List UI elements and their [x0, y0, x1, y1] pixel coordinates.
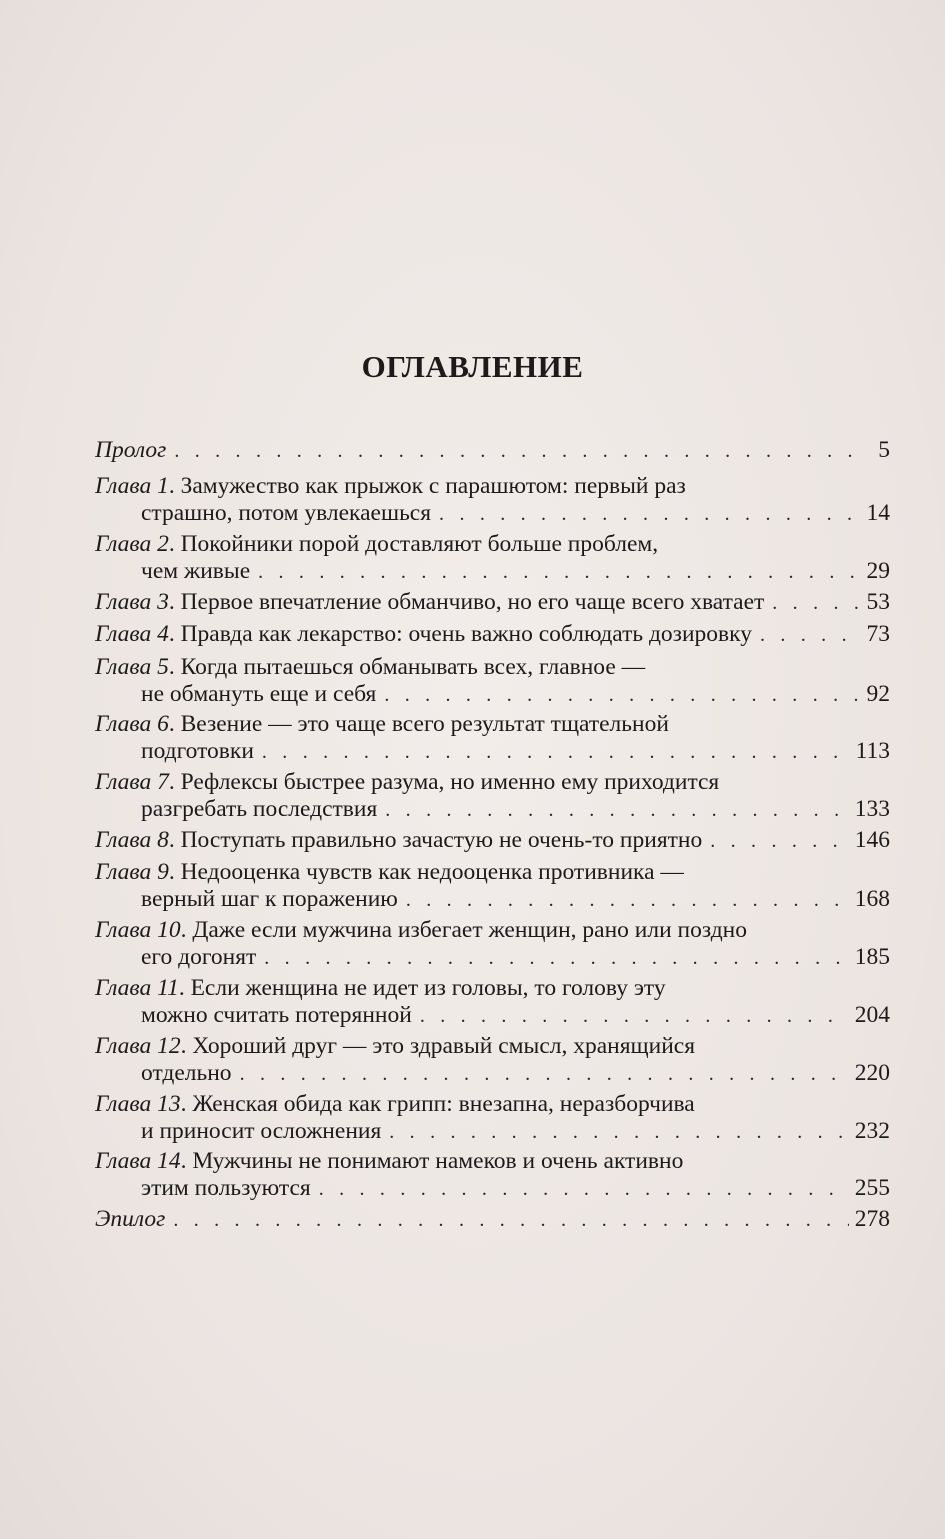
toc-entry-title-line1: Недооценка чувств как недооценка противника —	[180, 859, 684, 886]
toc-entry-title-line2: его догонят	[141, 944, 257, 971]
toc-entry-chapter-6[interactable]	[95, 711, 890, 769]
toc-entry-separator: .	[168, 711, 181, 738]
toc-entry-separator: .	[168, 621, 181, 648]
dot-leader	[240, 1063, 849, 1086]
toc-entry-chapter-3[interactable]	[95, 589, 890, 622]
toc-entry-chapter-9[interactable]	[95, 859, 890, 917]
toc-entry-chapter-5[interactable]	[95, 654, 890, 712]
toc-entry-separator: .	[180, 1148, 193, 1175]
dot-leader	[319, 1178, 849, 1201]
toc-page-number: 204	[854, 1002, 890, 1029]
toc-entry-title-line1: Замужество как прыжок с парашютом: первый раз	[180, 473, 686, 499]
toc-entry-separator: .	[168, 826, 181, 853]
toc-page-number: 73	[866, 621, 890, 648]
toc-entry-separator: .	[180, 1032, 193, 1059]
toc-entry-separator: .	[168, 769, 181, 796]
toc-entry-title-line1: Если женщина не идет из головы, то голову эту	[190, 975, 666, 1002]
dot-leader	[439, 503, 858, 526]
toc-entry-label: Глава 2	[95, 530, 169, 557]
toc-entry-chapter-13[interactable]	[95, 1091, 890, 1149]
toc-entry-label: Глава 1	[95, 473, 169, 499]
toc-entry-label: Глава 5	[95, 653, 169, 680]
dot-leader	[384, 684, 858, 707]
toc-entry-title-line1: Даже если мужчина избегает женщин, рано или поздно	[192, 917, 747, 944]
toc-entry-chapter-10[interactable]	[95, 917, 890, 975]
toc-chapter-list	[95, 473, 890, 1206]
toc-entry-chapter-7[interactable]	[95, 769, 890, 827]
toc-entry-title-line1: Поступать правильно зачастую не очень-то приятно	[180, 826, 703, 853]
toc-entry-title-line2: этим пользуются	[141, 1175, 311, 1202]
toc-entry-title-line1: Правда как лекарство: очень важно соблюдать дозировку	[180, 621, 752, 648]
toc-entry-chapter-2[interactable]	[95, 531, 890, 589]
dot-leader	[420, 1005, 849, 1028]
toc-entry-label: Глава 14	[95, 1148, 181, 1175]
toc-entry-chapter-1[interactable]	[95, 473, 890, 531]
toc-entry-label: Глава 11	[95, 975, 179, 1002]
toc-entry-title-line1: Хороший друг — это здравый смысл, хранящийся	[192, 1032, 696, 1059]
toc-entry-separator: .	[168, 473, 181, 499]
toc-entry-label: Эпилог	[95, 1206, 166, 1233]
dot-leader	[174, 440, 858, 463]
toc-entry-chapter-11[interactable]	[95, 975, 890, 1033]
toc-entry-separator: .	[168, 530, 181, 557]
toc-page-number: 146	[854, 826, 890, 853]
toc-entry-title-line2: чем живые	[141, 557, 251, 584]
toc-entry-label: Глава 8	[95, 826, 169, 853]
toc-page-number: 232	[854, 1117, 890, 1144]
toc-page-number: 133	[854, 796, 890, 823]
toc-page-number: 92	[866, 680, 890, 707]
toc-page-number: 53	[866, 588, 890, 615]
toc-entry-chapter-8[interactable]	[95, 827, 890, 860]
dot-leader	[262, 741, 850, 764]
toc-entry-title-line2: можно считать потерянной	[141, 1002, 412, 1029]
toc-entry-title-line1: Когда пытаешься обманывать всех, главное —	[180, 653, 646, 680]
toc-page-number: 255	[854, 1175, 890, 1202]
toc-entry-epilogue[interactable]	[95, 1206, 890, 1242]
toc-entry-title-line2: верный шаг к поражению	[141, 886, 398, 913]
toc-entry-label: Глава 7	[95, 769, 169, 796]
toc-entry-label: Глава 4	[95, 621, 169, 648]
toc-entry-title-line2: подготовки	[141, 738, 254, 765]
toc-entry-title-line2: и приносит осложнения	[141, 1117, 382, 1144]
dot-leader	[772, 592, 858, 615]
toc-page-number: 220	[854, 1059, 890, 1086]
toc-page-number: 29	[866, 557, 890, 584]
dot-leader	[389, 1121, 848, 1144]
toc-entry-label: Глава 3	[95, 588, 169, 615]
toc-page-number: 185	[854, 944, 890, 971]
toc-entry-separator: .	[168, 859, 181, 886]
toc-entry-label: Глава 12	[95, 1032, 181, 1059]
toc-entry-title-line2: страшно, потом увлекаешься	[141, 500, 432, 526]
table-of-contents	[95, 437, 890, 1242]
toc-entry-title-line1: Женская обида как грипп: внезапна, неразборчива	[192, 1090, 695, 1117]
toc-entry-title-line2: отдельно	[141, 1059, 232, 1086]
toc-entry-title-line2: не обмануть еще и себя	[141, 680, 377, 707]
toc-entry-chapter-12[interactable]	[95, 1033, 890, 1091]
toc-entry-label: Глава 13	[95, 1090, 181, 1117]
dot-leader	[173, 1209, 848, 1232]
toc-entry-title-line1: Рефлексы быстрее разума, но именно ему приходится	[180, 769, 720, 796]
dot-leader	[760, 624, 858, 647]
toc-entry-title-line1: Мужчины не понимают намеков и очень активно	[192, 1148, 684, 1175]
toc-title: ОГЛАВЛЕНИЕ	[361, 349, 584, 384]
toc-entry-label: Пролог	[95, 437, 167, 463]
toc-entry-label: Глава 6	[95, 711, 169, 738]
toc-page-number: 14	[866, 500, 890, 526]
toc-entry-title-line1: Покойники порой доставляют больше проблем,	[180, 530, 659, 557]
toc-entry-separator: .	[180, 1090, 193, 1117]
dot-leader	[385, 799, 848, 822]
toc-entry-separator: .	[168, 588, 181, 615]
toc-entry-chapter-4[interactable]	[95, 621, 890, 654]
dot-leader	[258, 561, 858, 584]
toc-entry-label: Глава 10	[95, 917, 181, 944]
toc-entry-label: Глава 9	[95, 859, 169, 886]
toc-page-number: 113	[855, 738, 890, 765]
toc-entry-separator: .	[180, 917, 193, 944]
toc-page-number: 5	[878, 437, 890, 463]
toc-entry-separator: .	[168, 653, 181, 680]
dot-leader	[264, 947, 848, 970]
toc-entry-title-line1: Первое впечатление обманчиво, но его чаще всего хватает	[180, 588, 765, 615]
toc-entry-title-line2: разгребать последствия	[141, 796, 378, 823]
dot-leader	[406, 889, 849, 912]
toc-entry-prologue[interactable]	[95, 437, 890, 473]
toc-entry-separator: .	[178, 975, 191, 1002]
toc-page-number: 278	[854, 1206, 890, 1233]
dot-leader	[710, 830, 849, 853]
toc-entry-chapter-14[interactable]	[95, 1148, 890, 1206]
toc-page-number: 168	[854, 886, 890, 913]
toc-entry-title-line1: Везение — это чаще всего результат тщательной	[180, 711, 669, 738]
